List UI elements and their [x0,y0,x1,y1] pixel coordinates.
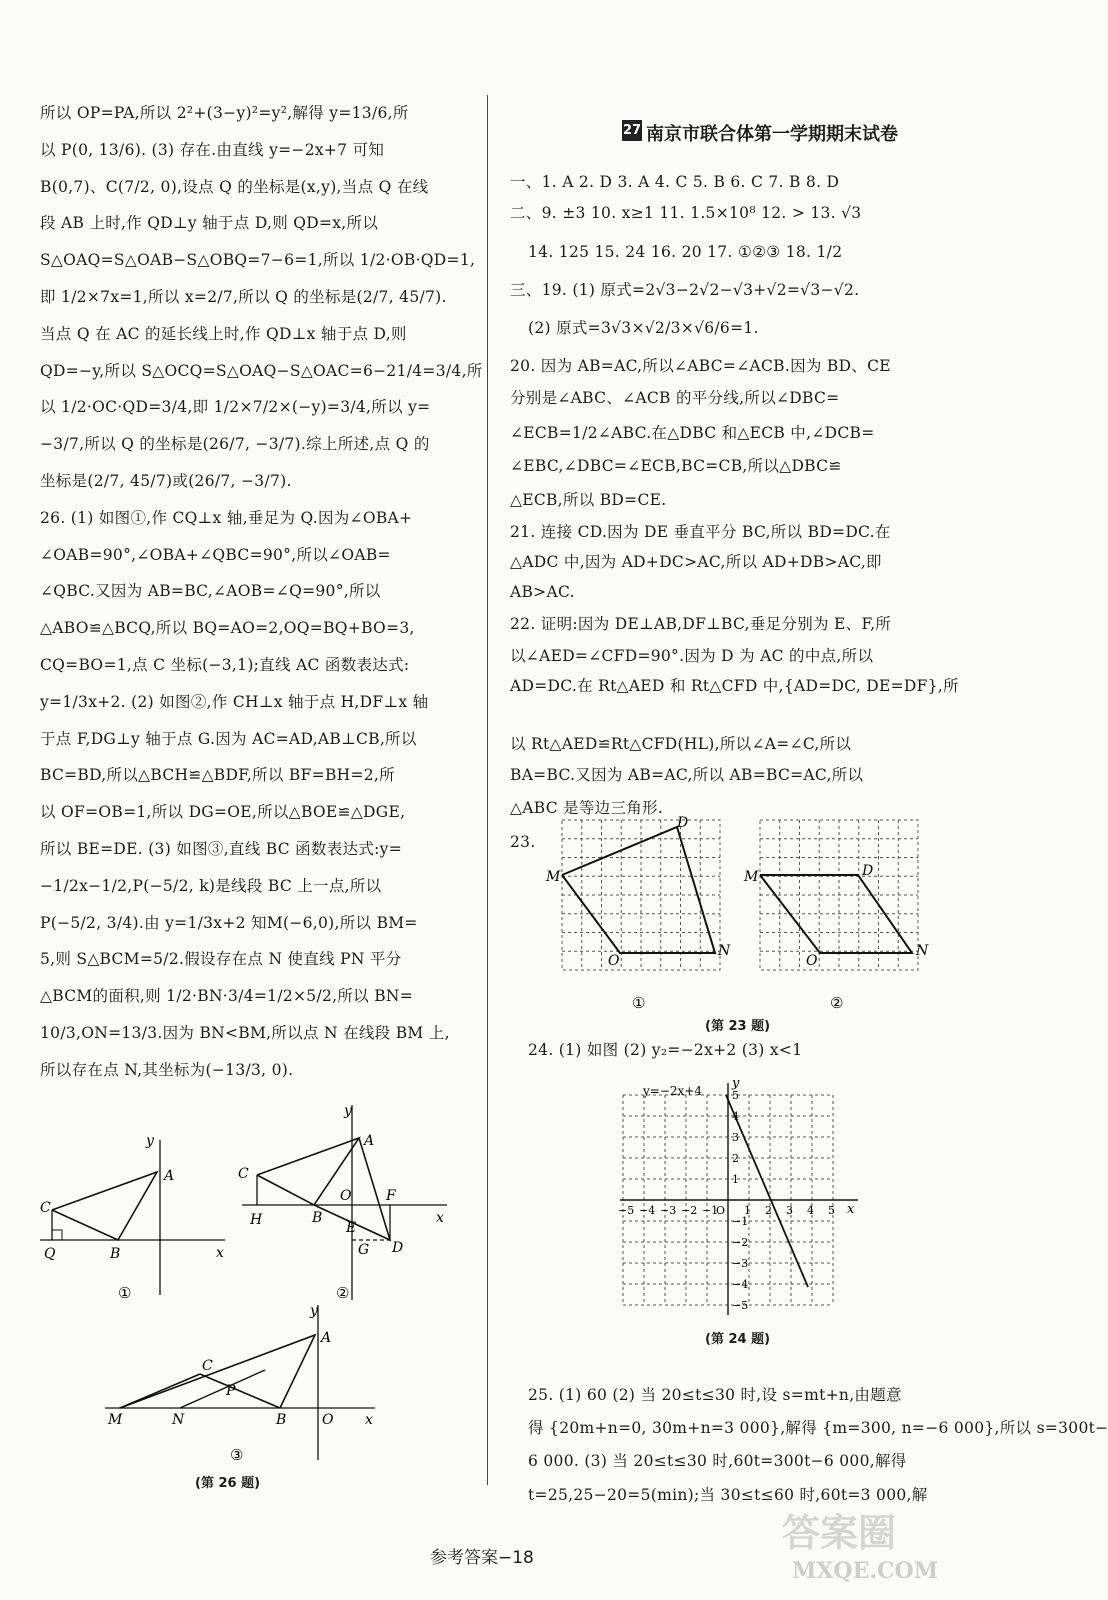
left-text-line: 以 P(0, 13/6). (3) 存在.由直线 y=−2x+7 可知 [40,140,385,159]
svg-text:D: D [862,863,874,879]
left-text-line: 所以 OP=PA,所以 2²+(3−y)²=y²,解得 y=13/6,所 [40,104,409,122]
label-26-1: ① [118,1284,132,1302]
label-23-2: ② [830,994,844,1012]
left-text-line: 26. (1) 如图①,作 CQ⊥x 轴,垂足为 Q.因为∠OBA+ [40,508,413,527]
right-text-line: BA=BC.又因为 AB=AC,所以 AB=BC=AC,所以 [510,766,864,784]
svg-text:x: x [436,1210,444,1226]
section-title: 南京市联合体第一学期期末试卷 [646,124,898,145]
left-text-line: CQ=BO=1,点 C 坐标(−3,1);直线 AC 函数表达式: [40,656,410,674]
left-text-line: ∠QBC.又因为 AB=BC,∠AOB=∠Q=90°,所以 [40,582,381,601]
left-text-line: B(0,7)、C(7/2, 0),设点 Q 的坐标是(x,y),当点 Q 在线 [40,177,429,196]
left-text-line: 于点 F,DG⊥y 轴于点 G.因为 AC=AD,AB⊥CB,所以 [40,729,417,748]
tick-y: −2 [732,1236,749,1249]
figure-23 [540,815,940,1012]
right-text-line: 14. 125 15. 24 16. 20 17. ①②③ 18. 1/2 [528,243,843,261]
left-text-line: −3/7,所以 Q 的坐标是(26/7, −3/7).综上所述,点 Q 的 [40,435,430,454]
svg-text:y: y [732,1076,740,1091]
tick-x: 3 [786,1204,793,1217]
svg-text:C: C [202,1358,213,1374]
svg-text:C: C [238,1166,249,1182]
tick-y: 4 [732,1110,739,1123]
label-23-1: ① [632,994,646,1012]
left-text-line: S△OAQ=S△OAB−S△OBQ=7−6=1,所以 1/2·OB·QD=1, [40,251,476,270]
svg-text:P: P [226,1383,236,1399]
svg-text:M: M [108,1412,123,1428]
svg-text:N: N [172,1412,185,1428]
left-text-line: P(−5/2, 3/4).由 y=1/3x+2 知M(−6,0),所以 BM= [40,913,418,932]
right-text-line: △ECB,所以 BD=CE. [510,491,667,509]
svg-text:O: O [322,1412,334,1428]
caption-23: (第 23 题) [705,1019,771,1034]
svg-text:N: N [718,943,731,959]
svg-text:B: B [110,1246,121,1262]
right-text-line: ∠ECB=1/2∠ABC.在△DBC 和△ECB 中,∠DCB= [510,424,875,442]
section-number-badge: 27 [622,120,642,141]
left-text-line: QD=−y,所以 S△OCQ=S△OAQ−S△OAC=6−21/4=3/4,所 [40,361,483,380]
figure-24 [615,1075,865,1320]
right-text-line: △ABC 是等边三角形. [510,799,664,817]
right-text-line: 得 {20m+n=0, 30m+n=3 000},解得 {m=300, n=−6 000},所以 s=300t− [528,1419,1108,1437]
tick-x: −3 [660,1204,677,1217]
svg-text:A: A [164,1168,175,1184]
svg-text:O: O [716,1204,726,1217]
svg-text:G: G [358,1242,370,1258]
left-text-line: 10/3,ON=13/3.因为 BN<BM,所以点 N 在线段 BM 上, [40,1024,450,1042]
figure-26-2 [232,1100,452,1315]
tick-y: −4 [732,1278,749,1291]
svg-text:C: C [40,1200,51,1216]
quad-23-left [562,827,715,953]
tick-y: −3 [732,1257,749,1270]
tick-x: 5 [828,1204,835,1217]
svg-text:E: E [346,1220,357,1236]
svg-text:O: O [806,953,818,969]
watermark-logo [772,1506,982,1586]
left-text-line: −1/2x−1/2,P(−5/2, k)是线段 BC 上一点,所以 [40,876,382,895]
right-text-line: 以 Rt△AED≌Rt△CFD(HL),所以∠A=∠C,所以 [510,735,852,753]
svg-text:y: y [310,1303,318,1319]
left-text-line: 坐标是(2/7, 45/7)或(26/7, −3/7). [40,472,292,490]
left-text-line: 5,则 S△BCM=5/2.假设存在点 N 使直线 PN 平分 [40,950,402,969]
svg-text:x: x [365,1412,373,1428]
left-text-line: 所以 BE=DE. (3) 如图③,直线 BC 函数表达式:y= [40,840,402,858]
svg-text:Q: Q [44,1246,56,1262]
grid-23-right [760,820,918,970]
svg-text:答案圈: 答案圈 [782,1510,897,1555]
right-text-line: AB>AC. [510,583,575,601]
label-26-2: ② [336,1284,350,1302]
right-text-line: 20. 因为 AB=AC,所以∠ABC=∠ACB.因为 BD、CE [510,357,891,375]
right-text-line: 23. [510,833,536,851]
left-text-line: △ABO≌△BCQ,所以 BQ=AO=2,OQ=BQ+BO=3, [40,619,415,638]
tick-y: 3 [732,1131,739,1144]
caption-26: (第 26 题) [195,1476,261,1491]
svg-text:M: M [546,869,561,885]
right-text-line: 21. 连接 CD.因为 DE 垂直平分 BC,所以 BD=DC.在 [510,523,891,541]
right-text-line: 22. 证明:因为 DE⊥AB,DF⊥BC,垂足分别为 E、F,所 [510,615,892,633]
page-footer: 参考答案−18 [430,1548,534,1568]
tick-y: 1 [732,1173,739,1186]
svg-text:x: x [216,1245,224,1261]
tick-x: −5 [618,1204,635,1217]
watermark-site: MXQE.COM [792,1558,939,1584]
right-text-line: AD=DC.在 Rt△AED 和 Rt△CFD 中,{AD=DC, DE=DF},所 [510,677,959,695]
tick-x: −2 [681,1204,698,1217]
left-text-line: 以 1/2·OC·QD=3/4,即 1/2×7/2×(−y)=3/4,所以 y= [40,398,431,417]
right-text-line: 分别是∠ABC、∠ACB 的平分线,所以∠DBC= [510,389,840,407]
right-text-line: 三、19. (1) 原式=2√3−2√2−√3+√2=√3−√2. [510,281,860,299]
left-text-line: 段 AB 上时,作 QD⊥y 轴于点 D,则 QD=x,所以 [40,214,379,233]
svg-text:B: B [312,1210,323,1226]
svg-text:O: O [340,1188,352,1204]
left-text-line: y=1/3x+2. (2) 如图②,作 CH⊥x 轴于点 H,DF⊥x 轴 [40,692,429,711]
left-text-line: BC=BD,所以△BCH≌△BDF,所以 BF=BH=2,所 [40,766,395,785]
figure-26-1 [40,1130,240,1310]
left-text-line: 以 OF=OB=1,所以 DG=OE,所以△BOE≌△DGE, [40,803,406,822]
right-text-line: △ADC 中,因为 AD+DC>AC,所以 AD+DB>AC,即 [510,553,882,571]
tick-x: 4 [807,1204,814,1217]
tick-x: 2 [765,1204,772,1217]
right-text-line: 二、9. ±3 10. x≥1 11. 1.5×10⁸ 12. > 13. √3 [510,204,862,222]
svg-text:A: A [364,1133,375,1149]
quad-23-right [760,875,912,953]
left-text-line: 当点 Q 在 AC 的延长线上时,作 QD⊥x 轴于点 D,则 [40,324,407,343]
label-26-3: ③ [230,1446,244,1464]
right-text-line: 6 000. (3) 当 20≤t≤30 时,60t=300t−6 000,解得 [528,1452,907,1470]
right-text-line: ∠EBC,∠DBC=∠ECB,BC=CB,所以△DBC≌ [510,457,842,475]
column-divider [487,95,488,1485]
svg-text:O: O [608,953,620,969]
right-text-line: (2) 原式=3√3×√2/3×√6/6=1. [528,319,759,337]
svg-text:y: y [344,1103,352,1119]
tick-y: −5 [732,1299,749,1312]
left-text-line: ∠OAB=90°,∠OBA+∠QBC=90°,所以∠OAB= [40,545,391,564]
svg-text:B: B [276,1412,287,1428]
answer-24: 24. (1) 如图 (2) y₂=−2x+2 (3) x<1 [528,1041,803,1059]
figure-26-3 [100,1300,390,1470]
left-text-line: 即 1/2×7x=1,所以 x=2/7,所以 Q 的坐标是(2/7, 45/7). [40,288,447,306]
svg-text:A: A [321,1330,332,1346]
caption-24: (第 24 题) [705,1332,771,1347]
tick-y: −1 [732,1215,749,1228]
tick-x: −1 [702,1204,719,1217]
svg-text:N: N [916,943,929,959]
svg-text:M: M [744,869,759,885]
svg-text:D: D [677,815,689,831]
tick-y: 5 [732,1089,739,1102]
right-text-line: 一、1. A 2. D 3. A 4. C 5. B 6. C 7. B 8. D [510,173,840,191]
svg-text:D: D [392,1240,404,1256]
tick-y: 2 [732,1152,739,1165]
right-text-line: 以∠AED=∠CFD=90°.因为 D 为 AC 的中点,所以 [510,647,874,665]
right-text-line: 25. (1) 60 (2) 当 20≤t≤30 时,设 s=mt+n,由题意 [528,1386,902,1404]
svg-text:y: y [146,1133,154,1149]
right-text-line: t=25,25−20=5(min);当 30≤t≤60 时,60t=3 000,解 [528,1486,928,1504]
svg-text:F: F [386,1188,396,1204]
left-text-line: △BCM的面积,则 1/2·BN·3/4=1/2×5/2,所以 BN= [40,987,414,1006]
svg-text:H: H [250,1212,263,1228]
line-24-label: y=−2x+4 [643,1084,702,1098]
svg-text:x: x [847,1202,855,1217]
left-text-line: 所以存在点 N,其坐标为(−13/3, 0). [40,1060,294,1079]
tick-x: −4 [639,1204,656,1217]
tick-x: 1 [744,1204,751,1217]
